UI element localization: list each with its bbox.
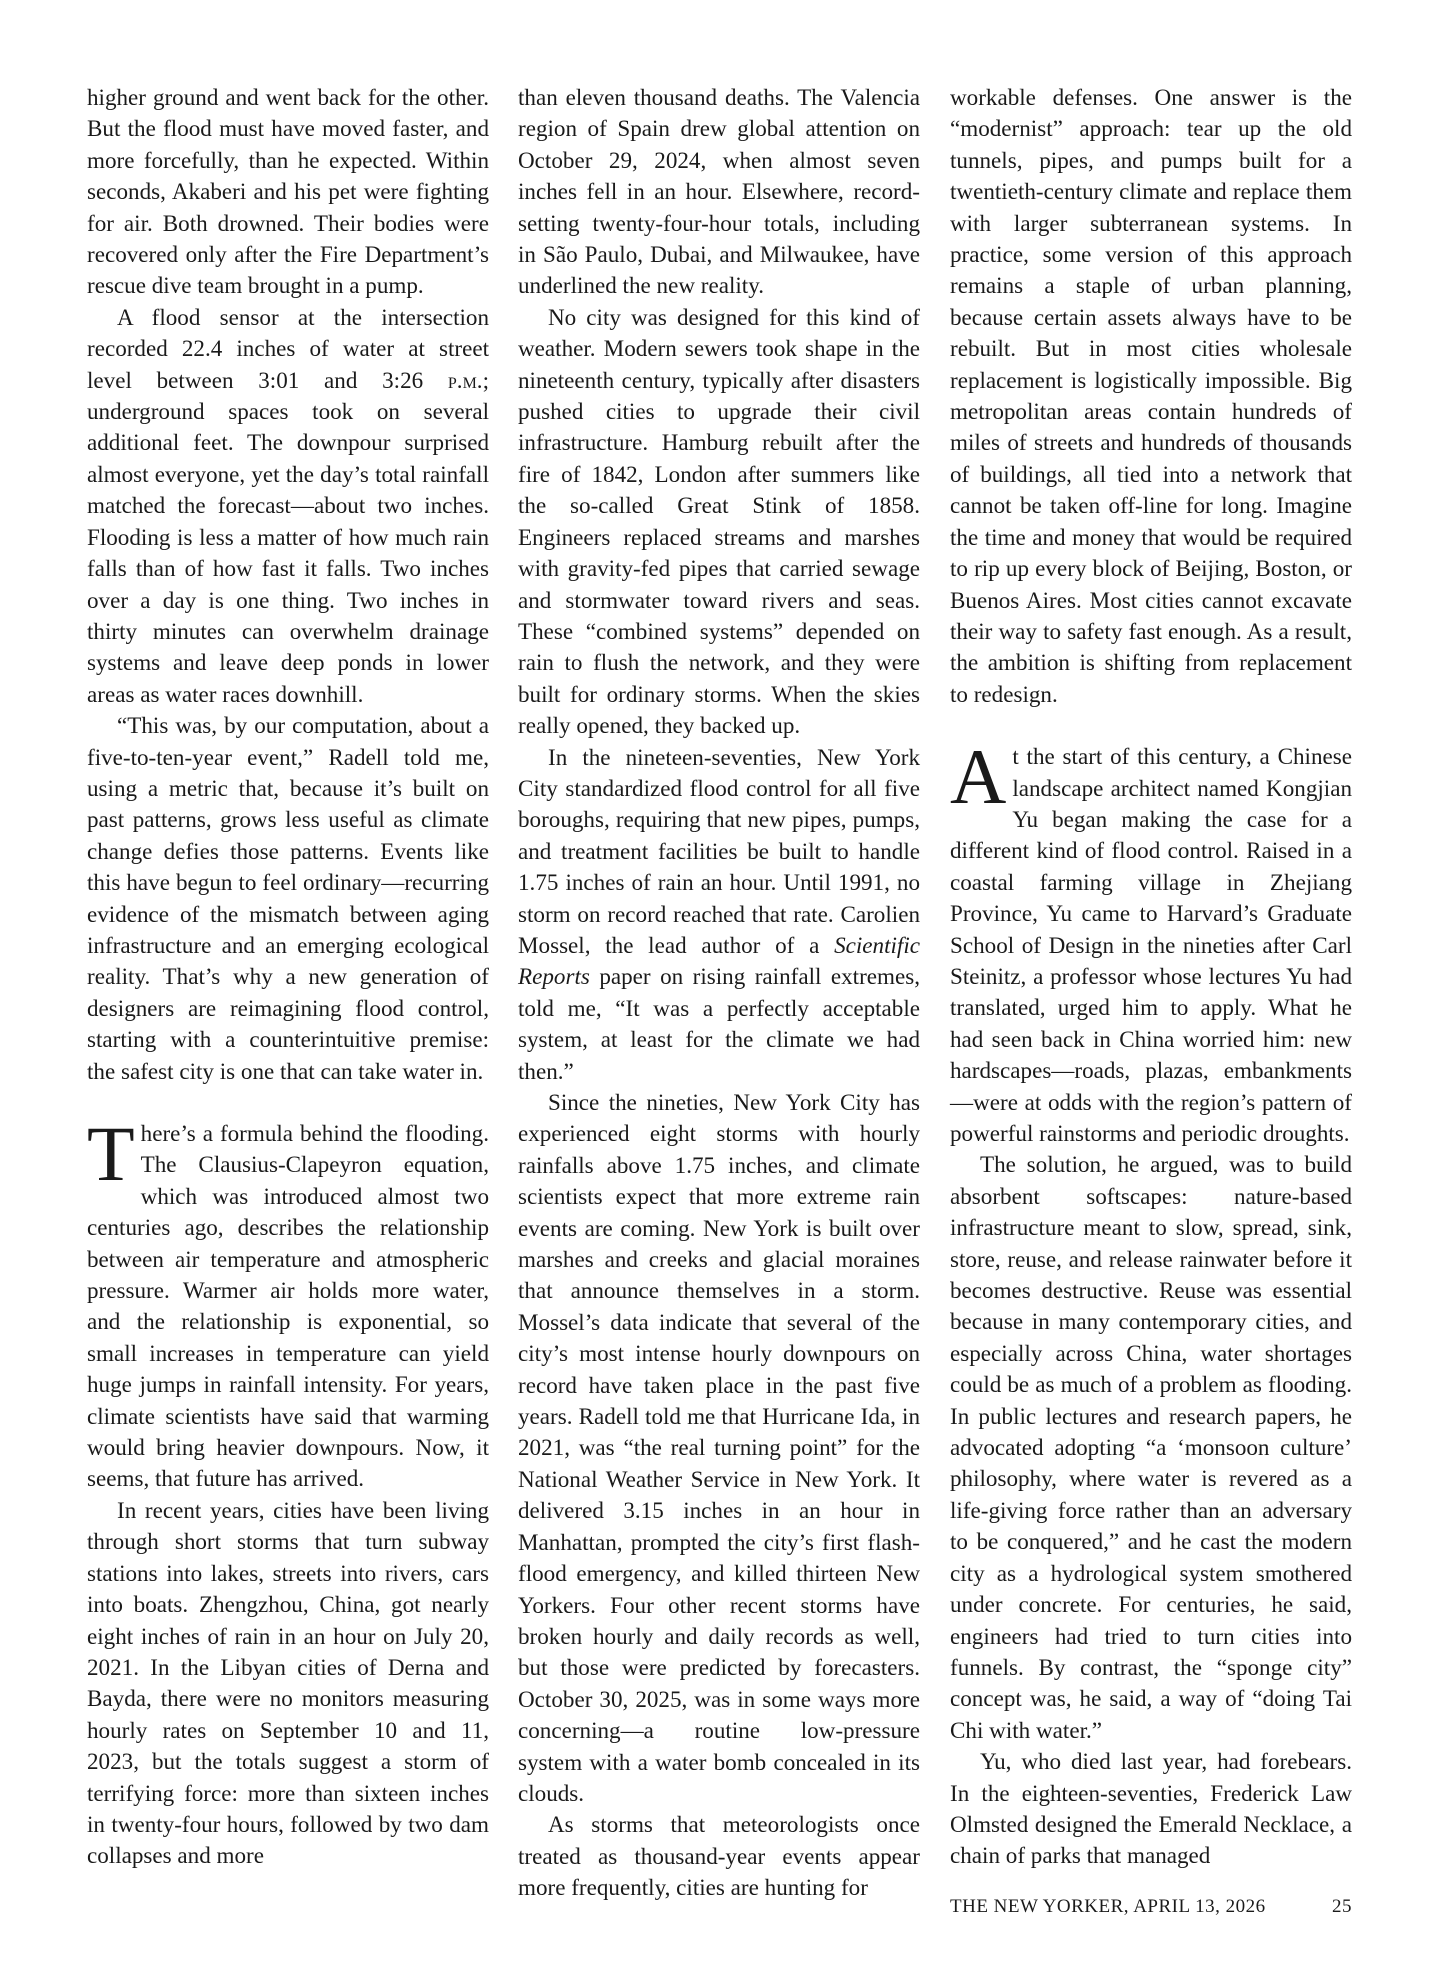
paragraph-text: t the start of this century, a Chinese landscape architect named Kongjian Yu began making the case for a different kind of flood control. Raised in a coastal farming village in Zhejiang Province, Yu came to Harvard’s Graduate School of Design in the nineties after Carl Steinitz, a professor whose lectures Yu had translated, urged him to apply. What he had seen back in China worried him: new hardscapes—roads, plazas, embankments—were at odds with the region’s pattern of powerful rainstorms and periodic droughts. [950,743,1352,1146]
paragraph: Yu, who died last year, had forebears. In the eighteen-seventies, Frederick Law Olmsted designed the Emerald Necklace, a chain of parks that managed [950,1748,1352,1869]
section-start-paragraph [950,733,1352,1149]
paragraph-text: paper on rising rainfall extremes, told me, “It was a perfectly acceptable system, at least for the climate we had then.” [518,963,920,1084]
paragraph [87,302,489,710]
paragraph-text: here’s a formula behind the flooding. The Clausius-Clapeyron equation, which was introduced almost two centuries ago, describes the relationship between air temperature and atmospheric pressure. Warmer air holds more water, and the relationship is exponential, so small increases in temperature can yield huge jumps in rainfall intensity. For years, climate scientists have said that warming would bring heavier downpours. Now, it seems, that future has arrived. [87,1120,489,1492]
paragraph-text: In the nineteen-seventies, New York City standardized flood control for all five boroughs, requiring that new pipes, pumps, and treatment facilities be built to handle 1.75 inches of rain an hour. Until 1991, no storm on record reached that rate. Carolien Mossel, the lead author of a [518,743,920,958]
text-column-1 [87,82,489,1872]
paragraph: The solution, he argued, was to build absorbent softscapes: nature-based infrastructure meant to slow, spread, sink, store, reuse, and release rainwater before it becomes destructive. Reuse was essential because in many contemporary cities, and especially across China, water shortages could be as much of a problem as flooding. In public lectures and research papers, he advocated adopting “a ‘monsoon culture’ philosophy, where water is revered as a life-giving force rather than an adversary to be conquered,” and he cast the modern city as a hydrological system smothered under concrete. For centuries, he said, engineers had tried to turn cities into funnels. By contrast, the “sponge city” concept was, he said, a way of “doing Tai Chi with water.” [950,1151,1352,1743]
paragraph: No city was designed for this kind of weather. Modern sewers took shape in the nineteenth century, typically after disasters pushed cities to upgrade their civil infrastructure. Hamburg rebuilt after the fire of 1842, London after summers like the so-called Great Stink of 1858. Engineers replaced streams and marshes with gravity-fed pipes that carried sewage and stormwater toward rivers and seas. These “combined systems” depended on rain to flush the network, and they were built for ordinary storms. When the skies really opened, they backed up. [518,303,920,739]
paragraph [518,742,920,1087]
paragraph-text: A flood sensor at the intersection recorded 22.4 inches of water at street level between 3:01 and 3:26 [87,303,489,393]
paragraph: than eleven thousand deaths. The Valencia region of Spain drew global attention on October 29, 2024, when almost seven inches fell in an hour. Elsewhere, record-setting twenty-four-hour totals, including in São Paulo, Dubai, and Milwaukee, have underlined the new reality. [518,84,920,299]
journal-title: Scientific Reports [518,931,920,990]
paragraph-text: ; underground spaces took on several additional feet. The downpour surprised almost everyone, yet the day’s total rainfall matched the forecast—about two inches. Flooding is less a matter of how much rain falls than of how fast it falls. Two inches over a day is one thing. Two inches in thirty minutes can overwhelm drainage systems and leave deep ponds in lower areas as water races downhill. [87,366,489,707]
page-number: 25 [1332,1896,1352,1917]
paragraph: Since the nineties, New York City has experienced eight storms with hourly rainfalls above 1.75 inches, and climate scientists expect that more extreme rain events are coming. New York is built over marshes and creeks and glacial moraines that announce themselves in a storm. Mossel’s data indicate that several of the city’s most intense hourly downpours on record have taken place in the past five years. Radell told me that Hurricane Ida, in 2021, was “the real turning point” for the National Weather Service in New York. It delivered 3.15 inches in an hour in Manhattan, prompted the city’s first flash-flood emergency, and killed thirteen New Yorkers. Four other recent storms have broken hourly and daily records as well, but those were predicted by forecasters. October 30, 2025, was in some ways more concerning—a routine low-pressure system with a water bomb concealed in its clouds. [518,1089,920,1806]
text-column-2 [518,82,920,1904]
section-start-paragraph [87,1110,489,1495]
drop-cap: T [87,1110,135,1197]
paragraph: higher ground and went back for the other. But the flood must have moved faster, and more forcefully, than he expected. Within seconds, Akaberi and his pet were fighting for air. Both drowned. Their bodies were recovered only after the Fire Department’s rescue dive team brought in a pump. [87,84,489,299]
time-abbreviation: p.m. [447,366,483,393]
publication-date-line: THE NEW YORKER, APRIL 13, 2026 [950,1896,1266,1917]
drop-cap: A [950,733,1007,821]
paragraph: In recent years, cities have been living through short storms that turn subway stations into lakes, streets into rivers, cars into boats. Zhengzhou, China, got nearly eight inches of rain in an hour on July 20, 2021. In the Libyan cities of Derna and Bayda, there were no monitors measuring hourly rates on September 10 and 11, 2023, but the totals suggest a storm of terrifying force: more than sixteen inches in twenty-four hours, followed by two dam collapses and more [87,1496,489,1869]
paragraph: workable defenses. One answer is the “modernist” approach: tear up the old tunnels, pipes, and pumps built for a twentieth-century climate and replace them with larger subterranean systems. In practice, some version of this approach remains a staple of urban planning, because certain assets always have to be rebuilt. But in most cities wholesale replacement is logistically impossible. Big metropolitan areas contain hundreds of miles of streets and hundreds of thousands of buildings, all tied into a network that cannot be taken off-line for long. Imagine the time and money that would be required to rip up every block of Beijing, Boston, or Buenos Aires. Most cities cannot excavate their way to safety fast enough. As a result, the ambition is shifting from replacement to redesign. [950,84,1352,707]
paragraph: “This was, by our computation, about a five-to-ten-year event,” Radell told me, using a metric that, because it’s built on past patterns, grows less useful as climate change defies those patterns. Events like this have begun to feel ordinary—recurring evidence of the mismatch between aging infrastructure and an emerging ecological reality. That’s why a new generation of designers are reimagining flood control, starting with a counterintuitive premise: the safest city is one that can take water in. [87,712,489,1084]
text-column-3 [950,82,1352,1872]
paragraph: As storms that meteorologists once treated as thousand-year events appear more frequently, cities are hunting for [518,1811,920,1901]
